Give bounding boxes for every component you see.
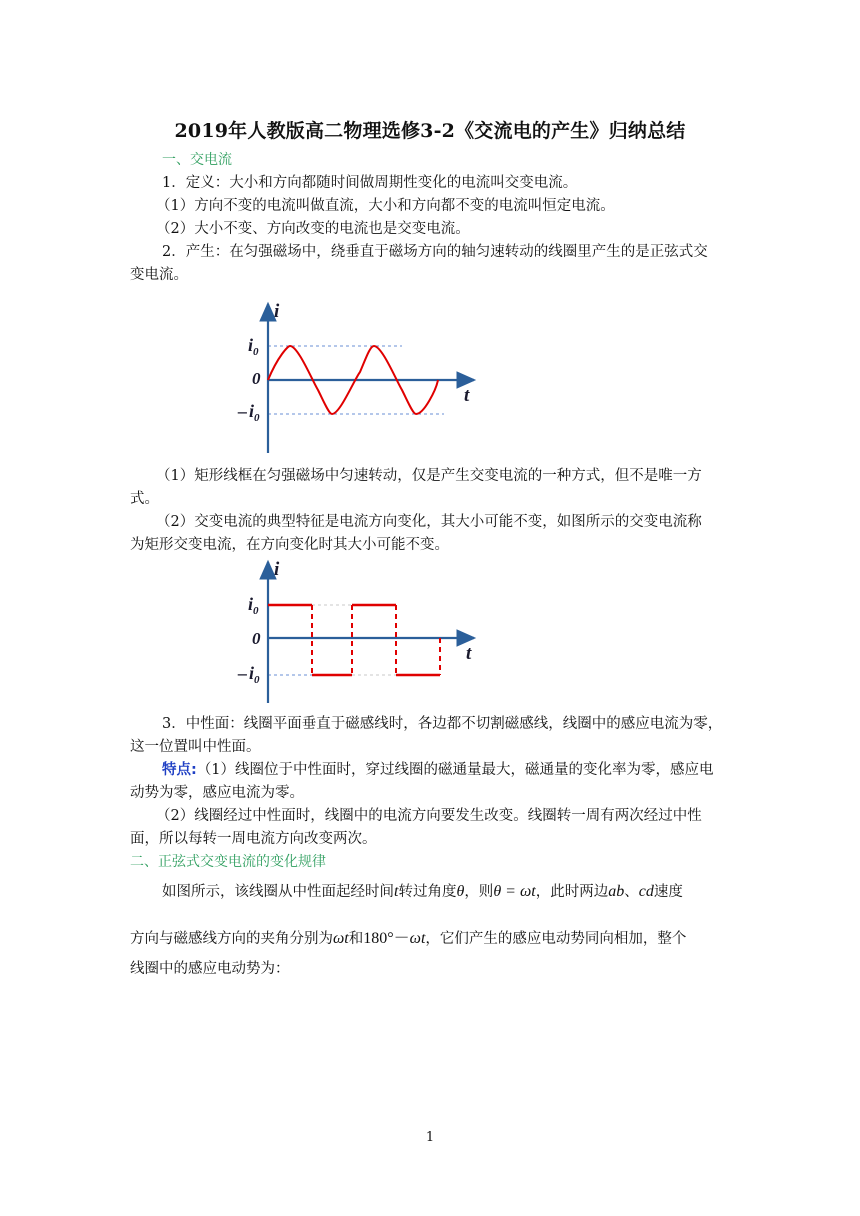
neutral-plane-line-2: 这一位置叫中性面。 xyxy=(130,739,261,755)
note-1-line-2: 式。 xyxy=(130,491,159,507)
generation-line-1: 2．产生：在匀强磁场中，绕垂直于磁场方向的轴匀速转动的线圈里产生的是正弦式交 xyxy=(162,244,708,260)
zero-label: 0 xyxy=(252,629,261,648)
neutral-plane-line-1: 3．中性面：线圈平面垂直于磁感线时，各边都不切割磁感线，线圈中的感应电流为零， xyxy=(162,716,723,732)
i-axis-label: i xyxy=(274,559,280,580)
neg-i0-label: – $i_0$ xyxy=(238,663,260,686)
document-title: 2019年人教版高二物理选修3-2《交流电的产生》归纳总结 xyxy=(174,120,686,142)
t-axis-label: t xyxy=(466,643,472,664)
generation-line-2: 变电流。 xyxy=(130,267,188,283)
feature-2-line-1: （2）线圈经过中性面时，线圈中的电流方向要发生改变。线圈转一周有两次经过中性 xyxy=(156,808,702,824)
point-2-line: （2）大小不变、方向改变的电流也是交变电流。 xyxy=(156,221,470,237)
i0-label: $i_0$ xyxy=(248,335,259,358)
neg-i0-label: – $i_0$ xyxy=(238,401,260,424)
feature-label: 特点: xyxy=(162,762,197,778)
definition-line: 1．定义：大小和方向都随时间做周期性变化的电流叫交变电流。 xyxy=(162,175,578,191)
square-current-graph xyxy=(240,558,485,708)
law-line-2: 方向与磁感线方向的夹角分别为ωt和180°－ωt，它们产生的感应电动势同向相加，整个 xyxy=(130,930,687,947)
note-1-line-1: （1）矩形线框在匀强磁场中匀速转动，仅是产生交变电流的一种方式，但不是唯一方 xyxy=(156,468,702,484)
t-axis-label: t xyxy=(464,385,470,406)
law-line-3: 线圈中的感应电动势为： xyxy=(130,961,290,977)
page-number: 1 xyxy=(425,1130,435,1145)
i-axis-label: i xyxy=(274,301,280,322)
section-heading-ac: 一、交电流 xyxy=(162,152,232,168)
feature-2-line-2: 面，所以每转一周电流方向改变两次。 xyxy=(130,831,377,847)
law-line-1: 如图所示，该线圈从中性面起经时间t转过角度θ，则θ = ωt，此时两边ab、cd速度 xyxy=(162,883,683,900)
feature-1-text: （1）线圈位于中性面时，穿过线圈的磁通量最大，磁通量的变化率为零，感应电 xyxy=(196,762,714,778)
i0-label: $i_0$ xyxy=(248,594,259,617)
feature-line-2: 动势为零，感应电流为零。 xyxy=(130,785,304,801)
point-1-line: （1）方向不变的电流叫做直流，大小和方向都不变的电流叫恒定电流。 xyxy=(156,198,615,214)
sine-current-graph xyxy=(240,298,485,458)
zero-label: 0 xyxy=(252,369,261,388)
section-heading-sine-law: 二、正弦式交变电流的变化规律 xyxy=(130,854,326,870)
note-2-line-1: （2）交变电流的典型特征是电流方向变化，其大小可能不变，如图所示的交变电流称 xyxy=(156,514,702,530)
feature-line-1 xyxy=(162,760,714,780)
note-2-line-2: 为矩形交变电流，在方向变化时其大小可能不变。 xyxy=(130,537,449,553)
